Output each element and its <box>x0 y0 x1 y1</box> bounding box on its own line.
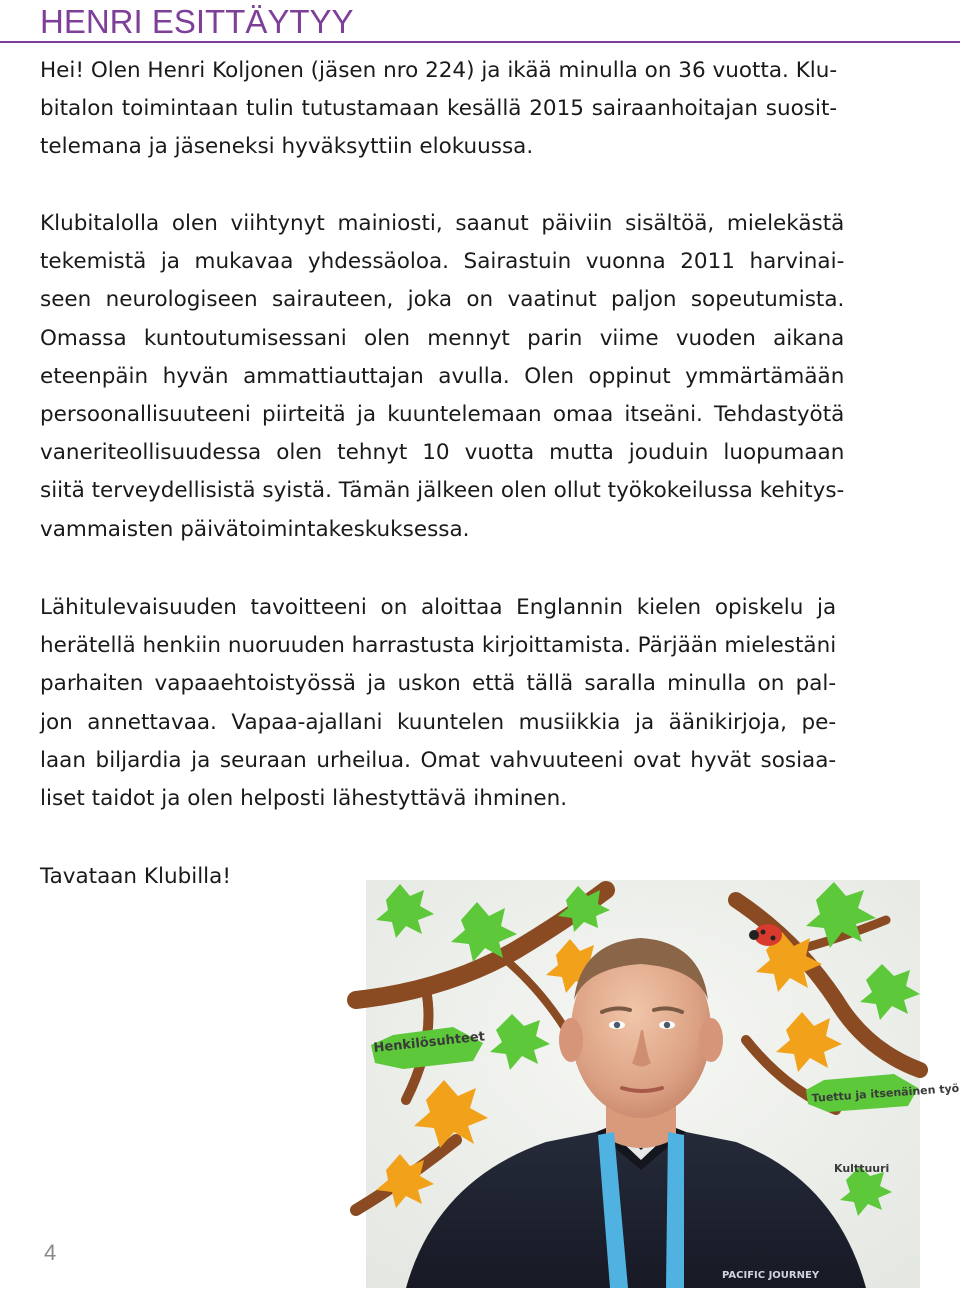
closing-greeting: Tavataan Klubilla! <box>40 864 231 889</box>
paragraph-goals <box>40 589 836 818</box>
text-line: jon annettavaa. Vapaa-ajallani kuuntelen musiikkia ja äänikirjoja, pe- <box>40 709 837 735</box>
shirt-print-text: PACIFIC JOURNEY <box>722 1270 820 1281</box>
text-line: Omassa kuntoutumisessani olen mennyt parin viime vuoden aikana <box>40 325 845 351</box>
text-line: persoonallisuuteeni piirteitä ja kuuntelemaan omaa itseäni. Tehdastyötä <box>40 402 845 428</box>
page-number: 4 <box>44 1240 57 1265</box>
text-line: siitä terveydellisistä syistä. Tämän jälkeen olen ollut työkokeilussa kehitys- <box>40 478 845 504</box>
text-line: parhaiten vapaaehtoistyössä ja uskon että tällä saralla minulla on pal- <box>40 671 837 697</box>
text-line: vammaisten päivätoimintakeskuksessa. <box>40 516 470 542</box>
text-line: tekemistä ja mukavaa yhdessäoloa. Sairastuin vuonna 2011 harvinai- <box>40 249 845 275</box>
text-line: bitalon toimintaan tulin tutustamaan kesällä 2015 sairaanhoitajan suosit- <box>40 96 838 122</box>
text-line: liset taidot ja olen helposti lähestyttävä ihminen. <box>40 786 568 812</box>
text-line: Lähitulevaisuuden tavoitteeni on aloittaa Englannin kielen opiskelu ja <box>40 595 837 620</box>
wall-sign-text: Henkilösuhteet <box>372 1029 486 1056</box>
text-line: herätellä henkiin nuoruuden harrastusta kirjoittamista. Pärjään mielestäni <box>40 633 837 659</box>
wall-sign-text: Kulttuuri <box>834 1162 890 1175</box>
wall-sign-text: Tuettu ja itsenäinen työ <box>811 1081 960 1105</box>
text-line: eteenpäin hyvän ammattiauttajan avulla. Olen oppinut ymmärtämään <box>40 363 845 389</box>
portrait-illustration <box>366 880 960 1288</box>
paragraph-intro <box>40 52 837 167</box>
text-line: Klubitalolla olen viihtynyt mainiosti, saanut päiviin sisältöä, mielekästä <box>40 211 845 236</box>
text-line: vaneriteollisuudessa olen tehnyt 10 vuotta mutta jouduin luopumaan <box>40 440 845 466</box>
portrait-photo <box>366 880 960 1288</box>
page-title: HENRI ESITTÄYTYY <box>40 3 354 40</box>
text-line: Hei! Olen Henri Koljonen (jäsen nro 224) ja ikää minulla on 36 vuotta. Klu- <box>40 58 838 83</box>
paragraph-closing <box>40 858 231 896</box>
text-line: laan biljardia ja seuraan urheilua. Omat vahvuuteeni ovat hyvät sosiaa- <box>40 747 837 773</box>
paragraph-background <box>40 205 844 549</box>
text-line: telemana ja jäseneksi hyväksyttiin elokuussa. <box>40 134 534 160</box>
text-line: seen neurologiseen sairauteen, joka on vaatinut paljon sopeutumista. <box>40 287 845 313</box>
title-divider <box>0 41 960 43</box>
